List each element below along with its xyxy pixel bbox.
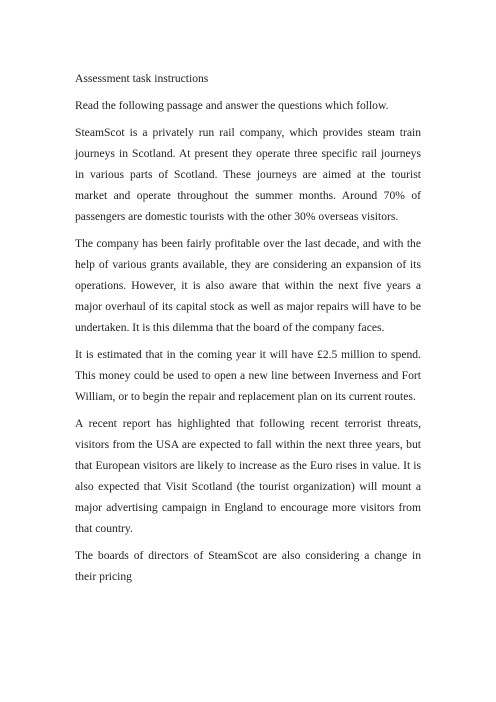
document-heading: Assessment task instructions xyxy=(75,72,209,85)
paragraph-instructions: Read the following passage and answer the questions which follow. xyxy=(75,99,389,112)
paragraph-budget: It is estimated that in the coming year it will have £2.5 million to spend. This money could be used to open a new line between Inverness and Fort William, or to begin the repair and replacement plan on its current routes. xyxy=(75,348,421,403)
paragraph-report: A recent report has highlighted that following recent terrorist threats, visitors from the USA are expected to fall within the next three years, but that European visitors are likely to increase as the Euro rises in value. It is also expected that Visit Scotland (the tourist organization) will mount a major advertising campaign in England to encourage more visitors from that country. xyxy=(75,417,421,535)
paragraph-pricing: The boards of directors of SteamScot are also considering a change in their pricing xyxy=(75,549,421,583)
paragraph-profitability: The company has been fairly profitable over the last decade, and with the help of various grants available, they are considering an expansion of its operations. However, it is also aware that within the next five years a major overhaul of its capital stock as well as major repairs will have to be undertaken. It is this dilemma that the board of the company faces. xyxy=(75,237,421,334)
paragraph-company-intro: SteamScot is a privately run rail company, which provides steam train journeys in Scotland. At present they operate three specific rail journeys in various parts of Scotland. These journeys are aimed at the tourist market and operate throughout the summer months. Around 70% of passengers are domestic tourists with the other 30% overseas visitors. xyxy=(75,126,421,223)
document-body xyxy=(75,68,421,593)
